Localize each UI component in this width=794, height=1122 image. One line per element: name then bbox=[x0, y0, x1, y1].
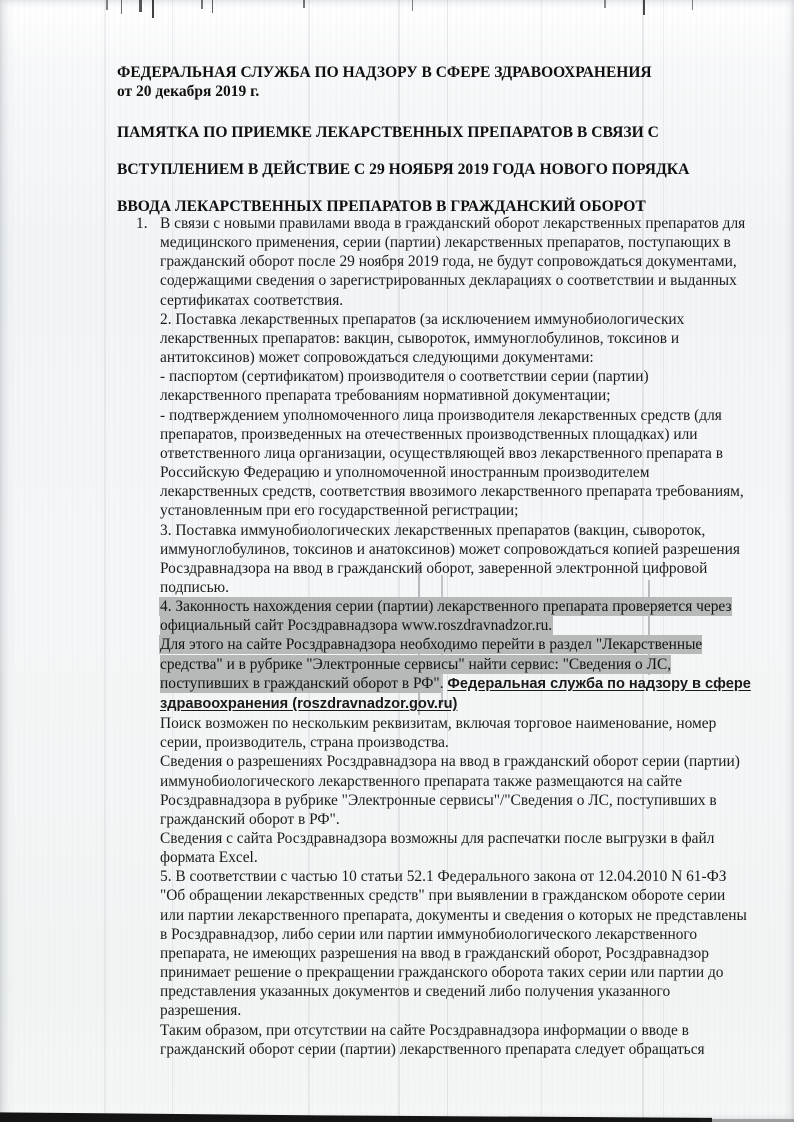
document-body bbox=[136, 214, 751, 1059]
paragraph bbox=[160, 1021, 751, 1059]
paragraph bbox=[160, 310, 751, 367]
paragraph bbox=[160, 867, 751, 1020]
list-number: 1. bbox=[136, 215, 148, 232]
document-date: от 20 декабря 2019 г. bbox=[117, 82, 260, 100]
paragraph bbox=[160, 829, 751, 867]
body-text: В связи с новыми правилами ввода в гражданский оборот лекарственных препаратов для медицинского применения, серии (партии) лекарственных препаратов, поступающих в гражданский оборот после 29 ноября 2019 года, не будут сопровождаться документами, содержащими сведения о зарегистрированных декларациях о соответствии и выданных сертификатах соответствия. bbox=[160, 215, 746, 309]
body-text: 2. Поставка лекарственных препаратов (за исключением иммунобиологических лекарственных препаратов: вакцин, сывороток, иммуноглобулинов, токсинов и антитоксинов) может сопровождаться следующими документами: bbox=[160, 310, 685, 367]
paragraph bbox=[160, 635, 751, 714]
body-text: - паспортом (сертификатом) производителя о соответствии серии (партии) лекарственного препарата требованиям нормативной документации; bbox=[160, 368, 649, 405]
title-line: ВВОДА ЛЕКАРСТВЕННЫХ ПРЕПАРАТОВ В ГРАЖДАНСКИЙ ОБОРОТ bbox=[117, 198, 646, 215]
body-text: Сведения с сайта Росздравнадзора возможны для распечатки после выгрузки в файл формата Excel. bbox=[160, 830, 715, 867]
paragraph bbox=[160, 752, 751, 829]
document-title bbox=[117, 105, 689, 216]
document-header bbox=[117, 64, 652, 101]
body-text: - подтверждением уполномоченного лица производителя лекарственных средств (для препаратов, произведенных на отечественных производственных площадках) или ответственного лица организации, осуществляющей ввоз лекарственного препарата в Российскую Федерацию и уполномоченной иностранным производителем лекарственных средств, соответствия ввозимого лекарственного препарата требованиям, установленным при его государственной регистрации; bbox=[160, 406, 744, 520]
body-text: 5. В соответствии с частью 10 статьи 52.1 Федерального закона от 12.04.2010 N 61-ФЗ "Об обращении лекарственных средств" при выявлении в гражданском обороте серии или партии лекарственного препарата, документы и сведения о которых не представлены в Росздравнадзор, либо серии или партии иммунобиологического лекарственного препарата, не имеющих разрешения на ввод в гражданский оборот, Росздравнадзор принимает решение о прекращении гражданского оборота таких серии или партии до представления указанных документов и сведений либо получения указанного разрешения. bbox=[160, 868, 747, 1020]
paragraph bbox=[160, 521, 751, 598]
body-text: . bbox=[439, 674, 448, 692]
body-text: Таким образом, при отсутствии на сайте Росздравнадзора информации о вводе в гражданский оборот серии (партии) лекарственного препарата следует обращаться bbox=[160, 1021, 705, 1058]
paragraph bbox=[160, 367, 751, 405]
agency-name: ФЕДЕРАЛЬНАЯ СЛУЖБА ПО НАДЗОРУ В СФЕРЕ ЗДРАВООХРАНЕНИЯ bbox=[117, 64, 652, 81]
paragraph bbox=[136, 214, 751, 310]
scan-edge-artifact bbox=[0, 1111, 712, 1122]
body-text: Поиск возможен по нескольким реквизитам, включая торговое наименование, номер серии, производитель, страна производства. bbox=[160, 715, 717, 752]
title-line: ПАМЯТКА ПО ПРИЕМКЕ ЛЕКАРСТВЕННЫХ ПРЕПАРАТОВ В СВЯЗИ С bbox=[117, 124, 659, 141]
paragraph bbox=[160, 597, 751, 635]
paragraph bbox=[160, 714, 751, 752]
body-text: Сведения о разрешениях Росздравнадзора на ввод в гражданский оборот серии (партии) иммунобиологического лекарственного препарата также размещаются на сайте Росздравнадзора в рубрике "Электронные сервисы"/"Сведения о ЛС, поступивших в гражданский оборот в РФ". bbox=[160, 753, 740, 828]
body-text: 3. Поставка иммунобиологических лекарственных препаратов (вакцин, сывороток, иммуноглобулинов, токсинов и анатоксинов) может сопровождаться копией разрешения Росздравнадзора на ввод в гражданский оборот, заверенной электронной цифровой подписью. bbox=[160, 521, 740, 596]
title-line: ВСТУПЛЕНИЕМ В ДЕЙСТВИЕ С 29 НОЯБРЯ 2019 ГОДА НОВОГО ПОРЯДКА bbox=[117, 161, 690, 178]
highlighted-text: Для этого на сайте Росздравнадзора необходимо перейти в раздел "Лекарственные средства" и в рубрике "Электронные сервисы" найти сервис: "Сведения о ЛС, поступивших в гражданский оборот в РФ" bbox=[160, 636, 703, 692]
highlighted-text: 4. Законность нахождения серии (партии) лекарственного препарата проверяется через официальный сайт Росздравнадзора www.roszdravnadzor.ru. bbox=[160, 598, 732, 635]
roszdravnadzor-link[interactable]: Федеральная служба по надзору в сфере здравоохранения (roszdravnadzor.gov.ru) bbox=[160, 675, 751, 712]
paragraph bbox=[160, 406, 751, 521]
